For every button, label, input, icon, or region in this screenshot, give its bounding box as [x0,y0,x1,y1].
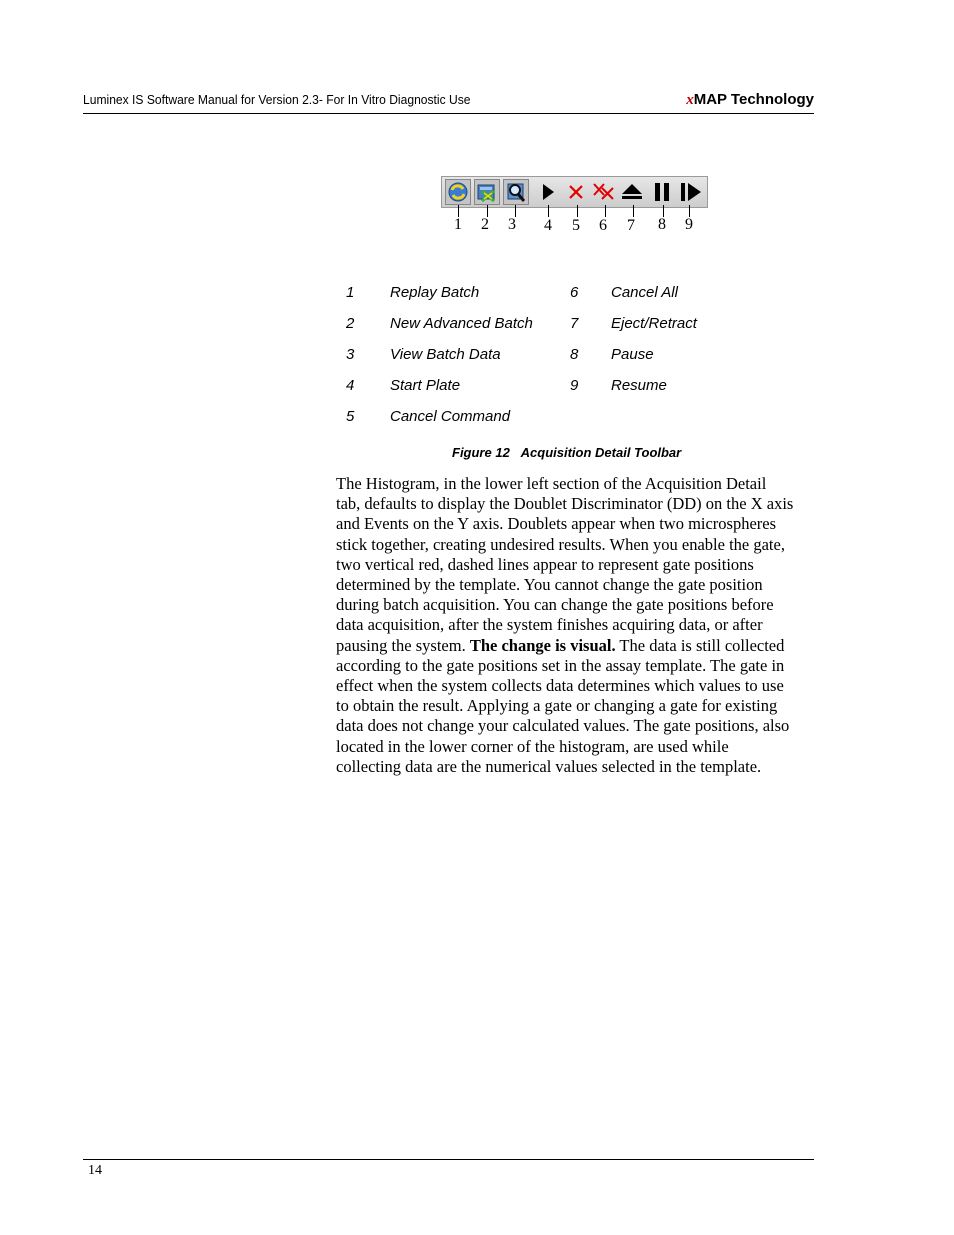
legend-label: Resume [611,377,667,394]
figure-number: Figure 12 [452,445,510,460]
paragraph-line: two vertical red, dashed lines appear to represent gate positions [336,554,754,574]
legend-item [346,377,354,397]
emphasis-text: The change is visual. [469,635,616,655]
legend-num: 5 [346,408,355,425]
legend-item [611,284,678,304]
legend-label: New Advanced Batch [390,315,533,332]
figure-caption [452,445,681,460]
paragraph-line: collecting data are the numerical values selected in the template. [336,756,762,776]
brand-text: MAP Technology [693,91,814,108]
line-text: pausing the system. [336,635,470,655]
figure-title: Acquisition Detail Toolbar [520,445,682,460]
pause-icon[interactable] [649,179,675,205]
view-batch-data-icon[interactable] [503,179,529,205]
paragraph-line: and Events on the Y axis. Doublets appear when two microspheres [336,514,777,534]
callout-number: 7 [627,217,635,234]
legend-label: Start Plate [390,377,461,394]
legend-num: 7 [570,315,579,332]
cancel-command-icon[interactable] [563,179,589,205]
brand-label [686,91,814,109]
legend-num: 3 [346,346,355,363]
callout-line [633,205,634,217]
paragraph-line: data acquisition, after the system finishes acquiring data, or after [336,615,763,635]
callout-line [605,205,606,217]
paragraph-line [336,636,814,656]
legend-item [346,408,354,428]
legend-item [346,315,354,335]
legend-item [611,346,654,366]
legend-item [390,284,479,304]
cancel-all-icon[interactable] [591,179,617,205]
paragraph-line: effect when the system collects data determines which values to use [336,676,784,696]
callout-number: 4 [544,217,552,234]
legend-label: Eject/Retract [611,315,697,332]
paragraph-line: located in the lower corner of the histogram, are used while [336,736,729,756]
body-paragraph [336,474,814,777]
callout-line [548,205,549,217]
legend-item [346,346,354,366]
eject-retract-icon[interactable] [619,179,645,205]
paragraph-line: The Histogram, in the lower left section of the Acquisition Detail [336,474,767,493]
legend-num: 9 [570,377,579,394]
callout-number: 3 [508,216,516,233]
paragraph-line: during batch acquisition. You can change the gate positions before [336,595,774,615]
replay-batch-icon[interactable] [445,179,471,205]
legend-item [570,377,578,397]
legend-item [346,284,354,304]
manual-title: Luminex IS Software Manual for Version 2.3- For In Vitro Diagnostic Use [83,92,471,107]
callout-number: 5 [572,217,580,234]
new-advanced-batch-icon[interactable] [474,179,500,205]
brand-x: x [686,92,694,108]
legend-num: 4 [346,377,355,394]
page-header [83,91,814,114]
legend-label: View Batch Data [390,346,501,363]
acquisition-toolbar [441,176,708,208]
legend-num: 2 [346,315,355,332]
callout-number: 9 [685,216,693,233]
paragraph-line: data does not change your calculated values. The gate positions, also [336,716,790,736]
footer-divider [83,1159,814,1160]
callout-number: 8 [658,216,666,233]
page-number: 14 [88,1163,102,1178]
legend-num: 1 [346,284,355,301]
legend-item [570,284,578,304]
legend-num: 6 [570,284,579,301]
line-text: The data is still collected [615,635,785,655]
paragraph-line: determined by the template. You cannot change the gate position [336,575,763,595]
legend-label: Cancel All [611,284,678,301]
legend-label: Cancel Command [390,408,511,425]
legend-item [570,315,578,335]
callout-number: 2 [481,216,489,233]
legend-item [390,315,533,335]
legend-num: 8 [570,346,579,363]
callout-number: 6 [599,217,607,234]
resume-icon[interactable] [678,179,704,205]
legend-label: Replay Batch [390,284,480,301]
legend-item [611,377,667,397]
legend-item [611,315,697,335]
legend-item [390,408,510,428]
paragraph-line: to obtain the result. Applying a gate or changing a gate for existing [336,696,778,716]
legend-label: Pause [611,346,654,363]
callout-number: 1 [454,216,462,233]
legend-item [390,346,501,366]
legend-item [570,346,578,366]
paragraph-line: according to the gate positions set in the assay template. The gate in [336,655,785,675]
start-plate-icon[interactable] [535,179,561,205]
callout-line [577,205,578,217]
paragraph-line: tab, defaults to display the Doublet Discriminator (DD) on the X axis [336,494,794,514]
legend-item [390,377,460,397]
paragraph-line: stick together, creating undesired results. When you enable the gate, [336,534,785,554]
